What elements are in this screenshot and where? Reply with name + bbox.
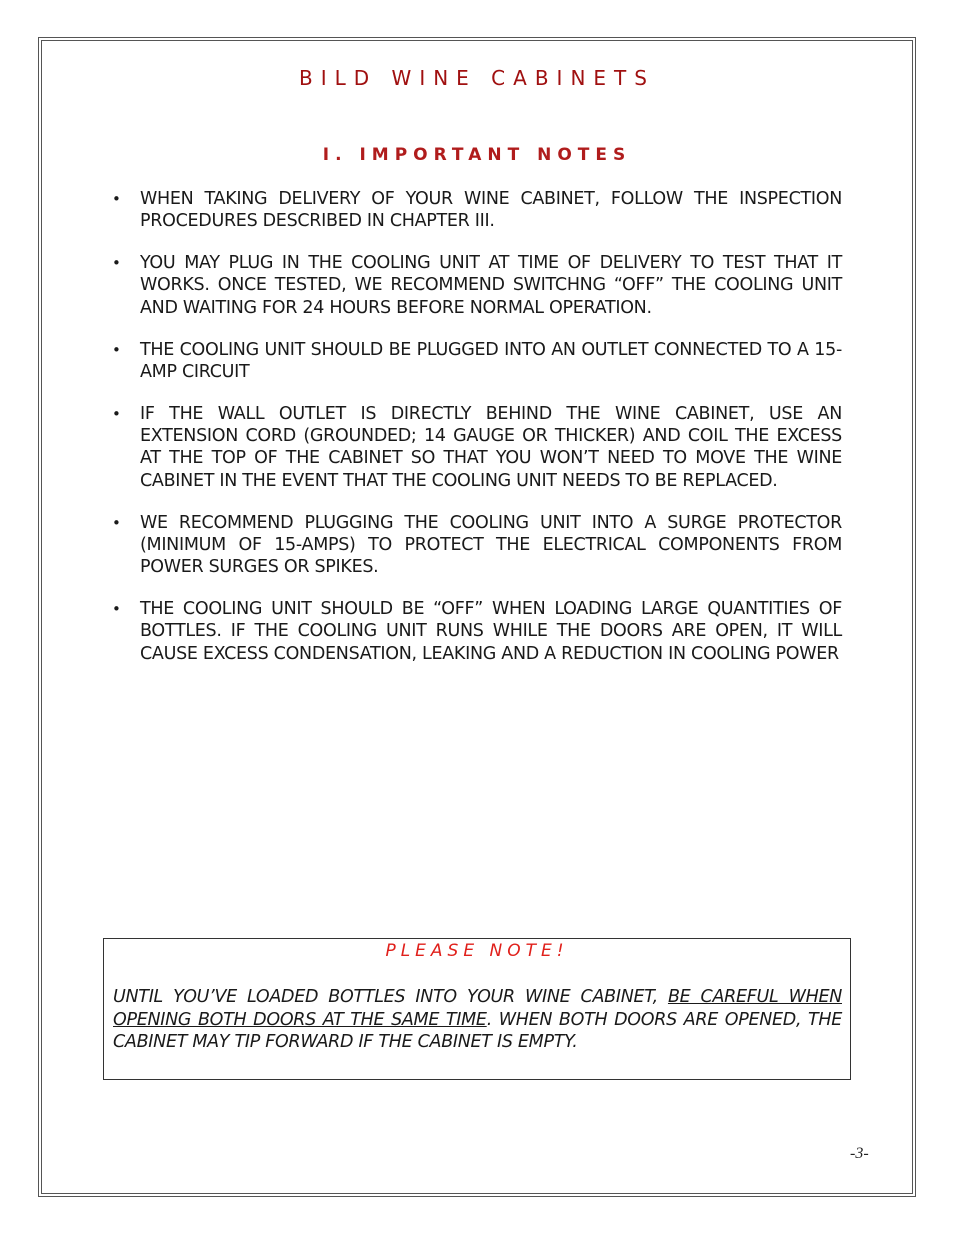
note-text: YOU MAY PLUG IN THE COOLING UNIT AT TIME OF DELIVERY TO TEST THAT IT WORKS. ONCE TESTED, WE RECOMMEND SWITCHNG “OFF” THE COOLING UNIT AND WAITING FOR 24 HOURS BEFORE NORMAL OPERATION. [140,253,842,318]
important-notes-list [112,188,842,685]
please-note-text-before: UNTIL YOU’VE LOADED BOTTLES INTO YOUR WINE CABINET, [113,987,668,1007]
list-item [112,512,842,579]
note-text: WHEN TAKING DELIVERY OF YOUR WINE CABINET, FOLLOW THE INSPECTION PROCEDURES DESCRIBED IN CHAPTER III. [140,189,842,232]
section-title: I. IMPORTANT NOTES [322,145,632,165]
note-text: THE COOLING UNIT SHOULD BE PLUGGED INTO AN OUTLET CONNECTED TO A 15-AMP CIRCUIT [140,339,842,382]
page-number: -3- [850,1145,869,1162]
please-note-text [113,986,842,1054]
list-item [112,598,842,665]
bullet-icon: • [112,513,121,532]
document-title: BILD WINE CABINETS [299,66,655,90]
list-item [112,252,842,319]
bullet-icon: • [112,340,121,359]
bullet-icon: • [112,190,121,208]
please-note-heading: PLEASE NOTE! [385,941,569,961]
note-text: WE RECOMMEND PLUGGING THE COOLING UNIT INTO A SURGE PROTECTOR (MINIMUM OF 15-AMPS) TO PROTECT THE ELECTRICAL COMPONENTS FROM POWER SURGES OR SPIKES. [140,512,842,578]
bullet-icon: • [112,600,121,619]
list-item [112,403,842,492]
note-text: THE COOLING UNIT SHOULD BE “OFF” WHEN LOADING LARGE QUANTITIES OF BOTTLES. IF THE COOLING UNIT RUNS WHILE THE DOORS ARE OPEN, IT WILL CAUSE EXCESS CONDENSATION, LEAKING AND A REDUCTION IN COOLING POWER [140,599,842,664]
please-note-text-after: . WHEN BOTH DOORS ARE OPENED, THE CABINET MAY TIP FORWARD IF THE CABINET IS EMPTY. [113,1009,842,1052]
bullet-icon: • [112,404,121,423]
note-text: IF THE WALL OUTLET IS DIRECTLY BEHIND THE WINE CABINET, USE AN EXTENSION CORD (GROUNDED; 14 GAUGE OR THICKER) AND COIL THE EXCESS AT THE TOP OF THE CABINET SO THAT YOU WON’T NEED TO MOVE THE WINE CABINET IN THE EVENT THAT THE COOLING UNIT NEEDS TO BE REPLACED. [140,403,842,491]
bullet-icon: • [112,254,121,273]
please-note-emphasis: BE CAREFUL WHEN OPENING BOTH DOORS AT THE SAME TIME [113,987,842,1030]
list-item [112,339,842,384]
list-item [112,188,842,233]
